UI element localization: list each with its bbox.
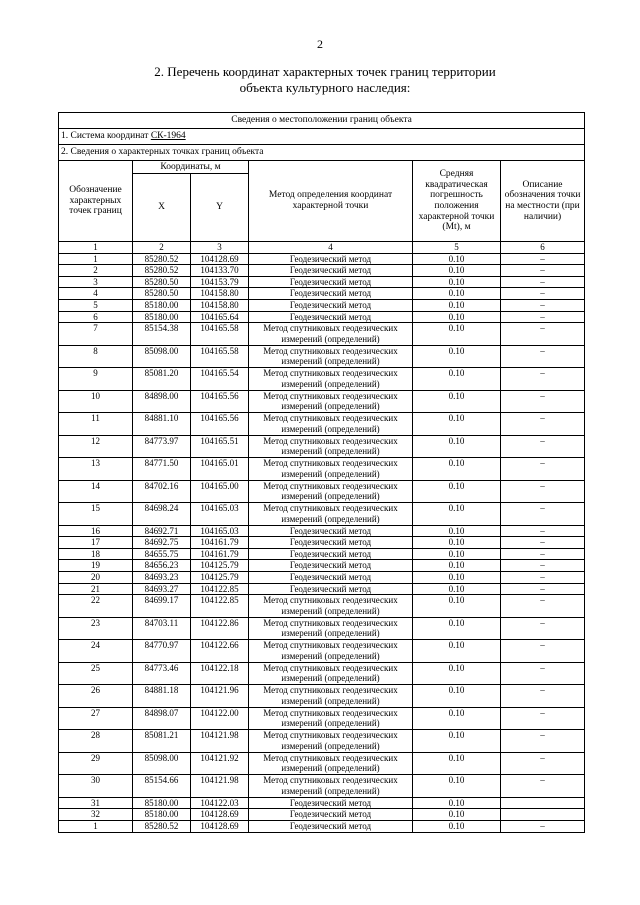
description-cell: – [501,707,585,730]
error-cell: 0.10 [413,775,501,798]
section-2-row [59,145,585,161]
description-cell: – [501,435,585,458]
method-cell: Геодезический метод [249,560,413,572]
x-coordinate-cell: 84898.00 [133,390,191,413]
column-number: 4 [249,242,413,254]
y-coordinate-cell: 104128.69 [191,253,249,265]
method-cell: Метод спутниковых геодезических измерений (определений) [249,707,413,730]
x-coordinate-cell: 85280.50 [133,288,191,300]
error-cell: 0.10 [413,820,501,832]
point-number-cell: 12 [59,435,133,458]
error-cell: 0.10 [413,435,501,458]
table-row [59,311,585,323]
x-coordinate-cell: 85280.52 [133,265,191,277]
point-number-cell: 18 [59,548,133,560]
point-number-cell: 28 [59,730,133,753]
y-coordinate-cell: 104121.92 [191,752,249,775]
header-designation: Обозначение характерных точек границ [59,161,133,242]
y-coordinate-cell: 104165.03 [191,525,249,537]
heading-line-2: объекта культурного наследия: [239,80,411,95]
table-row [59,548,585,560]
point-number-cell: 4 [59,288,133,300]
x-coordinate-cell: 85180.00 [133,299,191,311]
column-number: 3 [191,242,249,254]
error-cell: 0.10 [413,662,501,685]
error-cell: 0.10 [413,595,501,618]
method-cell: Геодезический метод [249,820,413,832]
description-cell: – [501,820,585,832]
x-coordinate-cell: 84773.46 [133,662,191,685]
error-cell: 0.10 [413,390,501,413]
error-cell: 0.10 [413,480,501,503]
page-number: 2 [317,37,323,51]
x-coordinate-cell: 84699.17 [133,595,191,618]
method-cell: Геодезический метод [249,288,413,300]
x-coordinate-cell: 84881.18 [133,685,191,708]
method-cell: Метод спутниковых геодезических измерений (определений) [249,390,413,413]
header-row-1 [59,161,585,174]
heading-line-1: 2. Перечень координат характерных точек границ территории [154,64,496,79]
y-coordinate-cell: 104122.85 [191,595,249,618]
description-cell: – [501,311,585,323]
table-row [59,525,585,537]
error-cell: 0.10 [413,640,501,663]
description-cell: – [501,345,585,368]
method-cell: Метод спутниковых геодезических измерений (определений) [249,503,413,526]
point-number-cell: 22 [59,595,133,618]
description-cell: – [501,288,585,300]
method-cell: Метод спутниковых геодезических измерений (определений) [249,435,413,458]
error-cell: 0.10 [413,413,501,436]
y-coordinate-cell: 104121.98 [191,730,249,753]
point-number-cell: 31 [59,797,133,809]
table-row [59,288,585,300]
point-number-cell: 3 [59,276,133,288]
error-cell: 0.10 [413,525,501,537]
method-cell: Геодезический метод [249,265,413,277]
y-coordinate-cell: 104153.79 [191,276,249,288]
x-coordinate-cell: 84770.97 [133,640,191,663]
description-cell: – [501,368,585,391]
point-number-cell: 30 [59,775,133,798]
table-row [59,537,585,549]
error-cell: 0.10 [413,537,501,549]
x-coordinate-cell: 85081.20 [133,368,191,391]
table-row [59,458,585,481]
y-coordinate-cell: 104161.79 [191,537,249,549]
x-coordinate-cell: 84898.07 [133,707,191,730]
method-cell: Метод спутниковых геодезических измерений (определений) [249,323,413,346]
y-coordinate-cell: 104125.79 [191,560,249,572]
y-coordinate-cell: 104122.66 [191,640,249,663]
header-error: Средняя квадратическая погрешность положения характерной точки (Mt), м [413,161,501,242]
method-cell: Метод спутниковых геодезических измерений (определений) [249,752,413,775]
y-coordinate-cell: 104165.58 [191,323,249,346]
table-row [59,253,585,265]
method-cell: Геодезический метод [249,276,413,288]
y-coordinate-cell: 104128.69 [191,809,249,821]
description-cell: – [501,265,585,277]
point-number-cell: 11 [59,413,133,436]
x-coordinate-cell: 84773.97 [133,435,191,458]
x-coordinate-cell: 84771.50 [133,458,191,481]
table-row [59,820,585,832]
point-number-cell: 1 [59,820,133,832]
method-cell: Метод спутниковых геодезических измерений (определений) [249,617,413,640]
table-row [59,345,585,368]
error-cell: 0.10 [413,458,501,481]
method-cell: Геодезический метод [249,797,413,809]
table-row [59,809,585,821]
method-cell: Геодезический метод [249,299,413,311]
description-cell: – [501,253,585,265]
method-cell: Геодезический метод [249,572,413,584]
point-number-cell: 24 [59,640,133,663]
x-coordinate-cell: 84693.23 [133,572,191,584]
x-coordinate-cell: 85280.52 [133,820,191,832]
x-coordinate-cell: 85098.00 [133,752,191,775]
error-cell: 0.10 [413,797,501,809]
table-row [59,640,585,663]
x-coordinate-cell: 85098.00 [133,345,191,368]
table-row [59,276,585,288]
error-cell: 0.10 [413,560,501,572]
error-cell: 0.10 [413,345,501,368]
x-coordinate-cell: 85154.38 [133,323,191,346]
table-row [59,617,585,640]
description-cell: – [501,548,585,560]
method-cell: Метод спутниковых геодезических измерений (определений) [249,413,413,436]
table-row [59,707,585,730]
point-number-cell: 16 [59,525,133,537]
table-row [59,323,585,346]
section-heading [60,64,590,96]
coordinate-system [59,129,585,145]
x-coordinate-cell: 84656.23 [133,560,191,572]
error-cell: 0.10 [413,548,501,560]
y-coordinate-cell: 104165.00 [191,480,249,503]
error-cell: 0.10 [413,299,501,311]
column-number: 2 [133,242,191,254]
section-2-title: 2. Сведения о характерных точках границ объекта [59,145,585,161]
method-cell: Метод спутниковых геодезических измерений (определений) [249,368,413,391]
description-cell: – [501,617,585,640]
column-number: 1 [59,242,133,254]
table-row [59,299,585,311]
method-cell: Геодезический метод [249,537,413,549]
y-coordinate-cell: 104165.58 [191,345,249,368]
x-coordinate-cell: 85280.52 [133,253,191,265]
description-cell: – [501,662,585,685]
description-cell: – [501,730,585,753]
y-coordinate-cell: 104158.80 [191,299,249,311]
coordinate-system-value: СК-1964 [150,131,186,142]
coordinate-system-label: 1. Система координат [61,131,151,142]
x-coordinate-cell: 84702.16 [133,480,191,503]
method-cell: Геодезический метод [249,548,413,560]
y-coordinate-cell: 104125.79 [191,572,249,584]
error-cell: 0.10 [413,707,501,730]
column-number: 5 [413,242,501,254]
method-cell: Геодезический метод [249,525,413,537]
point-number-cell: 29 [59,752,133,775]
point-number-cell: 1 [59,253,133,265]
table-row [59,685,585,708]
table-row [59,480,585,503]
point-number-cell: 2 [59,265,133,277]
description-cell: – [501,525,585,537]
error-cell: 0.10 [413,265,501,277]
x-coordinate-cell: 85081.21 [133,730,191,753]
x-coordinate-cell: 84703.11 [133,617,191,640]
description-cell: – [501,572,585,584]
coordinates-table [58,112,585,833]
y-coordinate-cell: 104128.69 [191,820,249,832]
description-cell: – [501,775,585,798]
point-number-cell: 8 [59,345,133,368]
x-coordinate-cell: 84698.24 [133,503,191,526]
description-cell: – [501,299,585,311]
point-number-cell: 13 [59,458,133,481]
x-coordinate-cell: 84881.10 [133,413,191,436]
error-cell: 0.10 [413,276,501,288]
table-row [59,413,585,436]
table-row [59,503,585,526]
method-cell: Метод спутниковых геодезических измерений (определений) [249,640,413,663]
method-cell: Геодезический метод [249,253,413,265]
point-number-cell: 23 [59,617,133,640]
method-cell: Метод спутниковых геодезических измерений (определений) [249,730,413,753]
table-title-row [59,113,585,129]
error-cell: 0.10 [413,752,501,775]
method-cell: Геодезический метод [249,311,413,323]
y-coordinate-cell: 104121.96 [191,685,249,708]
table-row [59,730,585,753]
description-cell: – [501,413,585,436]
description-cell: – [501,685,585,708]
y-coordinate-cell: 104122.85 [191,583,249,595]
error-cell: 0.10 [413,253,501,265]
header-coordinates: Координаты, м [133,161,249,174]
table-row [59,572,585,584]
coordinate-system-row [59,129,585,145]
header-y: Y [191,174,249,242]
error-cell: 0.10 [413,730,501,753]
column-number: 6 [501,242,585,254]
error-cell: 0.10 [413,572,501,584]
point-number-cell: 17 [59,537,133,549]
error-cell: 0.10 [413,617,501,640]
y-coordinate-cell: 104122.86 [191,617,249,640]
description-cell: – [501,640,585,663]
table-row [59,775,585,798]
method-cell: Метод спутниковых геодезических измерений (определений) [249,775,413,798]
point-number-cell: 10 [59,390,133,413]
table-row [59,265,585,277]
table-row [59,390,585,413]
method-cell: Геодезический метод [249,583,413,595]
point-number-cell: 21 [59,583,133,595]
table-row [59,595,585,618]
description-cell: – [501,323,585,346]
description-cell: – [501,583,585,595]
error-cell: 0.10 [413,311,501,323]
table-row [59,368,585,391]
x-coordinate-cell: 85180.00 [133,809,191,821]
y-coordinate-cell: 104165.56 [191,413,249,436]
error-cell: 0.10 [413,368,501,391]
table-row [59,435,585,458]
y-coordinate-cell: 104165.51 [191,435,249,458]
y-coordinate-cell: 104165.64 [191,311,249,323]
description-cell: – [501,595,585,618]
x-coordinate-cell: 85280.50 [133,276,191,288]
method-cell: Метод спутниковых геодезических измерений (определений) [249,595,413,618]
method-cell: Метод спутниковых геодезических измерений (определений) [249,685,413,708]
y-coordinate-cell: 104122.03 [191,797,249,809]
y-coordinate-cell: 104165.56 [191,390,249,413]
point-number-cell: 14 [59,480,133,503]
x-coordinate-cell: 84692.71 [133,525,191,537]
point-number-cell: 26 [59,685,133,708]
error-cell: 0.10 [413,503,501,526]
x-coordinate-cell: 84693.27 [133,583,191,595]
point-number-cell: 6 [59,311,133,323]
y-coordinate-cell: 104165.01 [191,458,249,481]
method-cell: Метод спутниковых геодезических измерений (определений) [249,458,413,481]
y-coordinate-cell: 104165.54 [191,368,249,391]
method-cell: Геодезический метод [249,809,413,821]
header-method: Метод определения координат характерной точки [249,161,413,242]
description-cell: – [501,458,585,481]
table-row [59,662,585,685]
description-cell: – [501,276,585,288]
point-number-cell: 19 [59,560,133,572]
y-coordinate-cell: 104161.79 [191,548,249,560]
x-coordinate-cell: 84692.75 [133,537,191,549]
method-cell: Метод спутниковых геодезических измерений (определений) [249,662,413,685]
point-number-cell: 32 [59,809,133,821]
description-cell [501,809,585,821]
header-x: X [133,174,191,242]
table-row [59,583,585,595]
description-cell: – [501,560,585,572]
y-coordinate-cell: 104121.98 [191,775,249,798]
description-cell: – [501,537,585,549]
y-coordinate-cell: 104158.80 [191,288,249,300]
column-number-row [59,242,585,254]
description-cell: – [501,503,585,526]
description-cell: – [501,752,585,775]
error-cell: 0.10 [413,685,501,708]
x-coordinate-cell: 85154.66 [133,775,191,798]
error-cell: 0.10 [413,583,501,595]
point-number-cell: 25 [59,662,133,685]
method-cell: Метод спутниковых геодезических измерений (определений) [249,345,413,368]
x-coordinate-cell: 84655.75 [133,548,191,560]
point-number-cell: 7 [59,323,133,346]
y-coordinate-cell: 104133.70 [191,265,249,277]
table-row [59,560,585,572]
error-cell: 0.10 [413,288,501,300]
table-row [59,797,585,809]
point-number-cell: 20 [59,572,133,584]
description-cell: – [501,390,585,413]
table-row [59,752,585,775]
y-coordinate-cell: 104122.18 [191,662,249,685]
point-number-cell: 15 [59,503,133,526]
y-coordinate-cell: 104122.00 [191,707,249,730]
header-description: Описание обозначения точки на местности (при наличии) [501,161,585,242]
point-number-cell: 27 [59,707,133,730]
point-number-cell: 5 [59,299,133,311]
description-cell: – [501,480,585,503]
description-cell [501,797,585,809]
x-coordinate-cell: 85180.00 [133,797,191,809]
error-cell: 0.10 [413,809,501,821]
point-number-cell: 9 [59,368,133,391]
error-cell: 0.10 [413,323,501,346]
table-body [59,253,585,832]
y-coordinate-cell: 104165.03 [191,503,249,526]
table-title: Сведения о местоположении границ объекта [59,113,585,129]
method-cell: Метод спутниковых геодезических измерений (определений) [249,480,413,503]
x-coordinate-cell: 85180.00 [133,311,191,323]
